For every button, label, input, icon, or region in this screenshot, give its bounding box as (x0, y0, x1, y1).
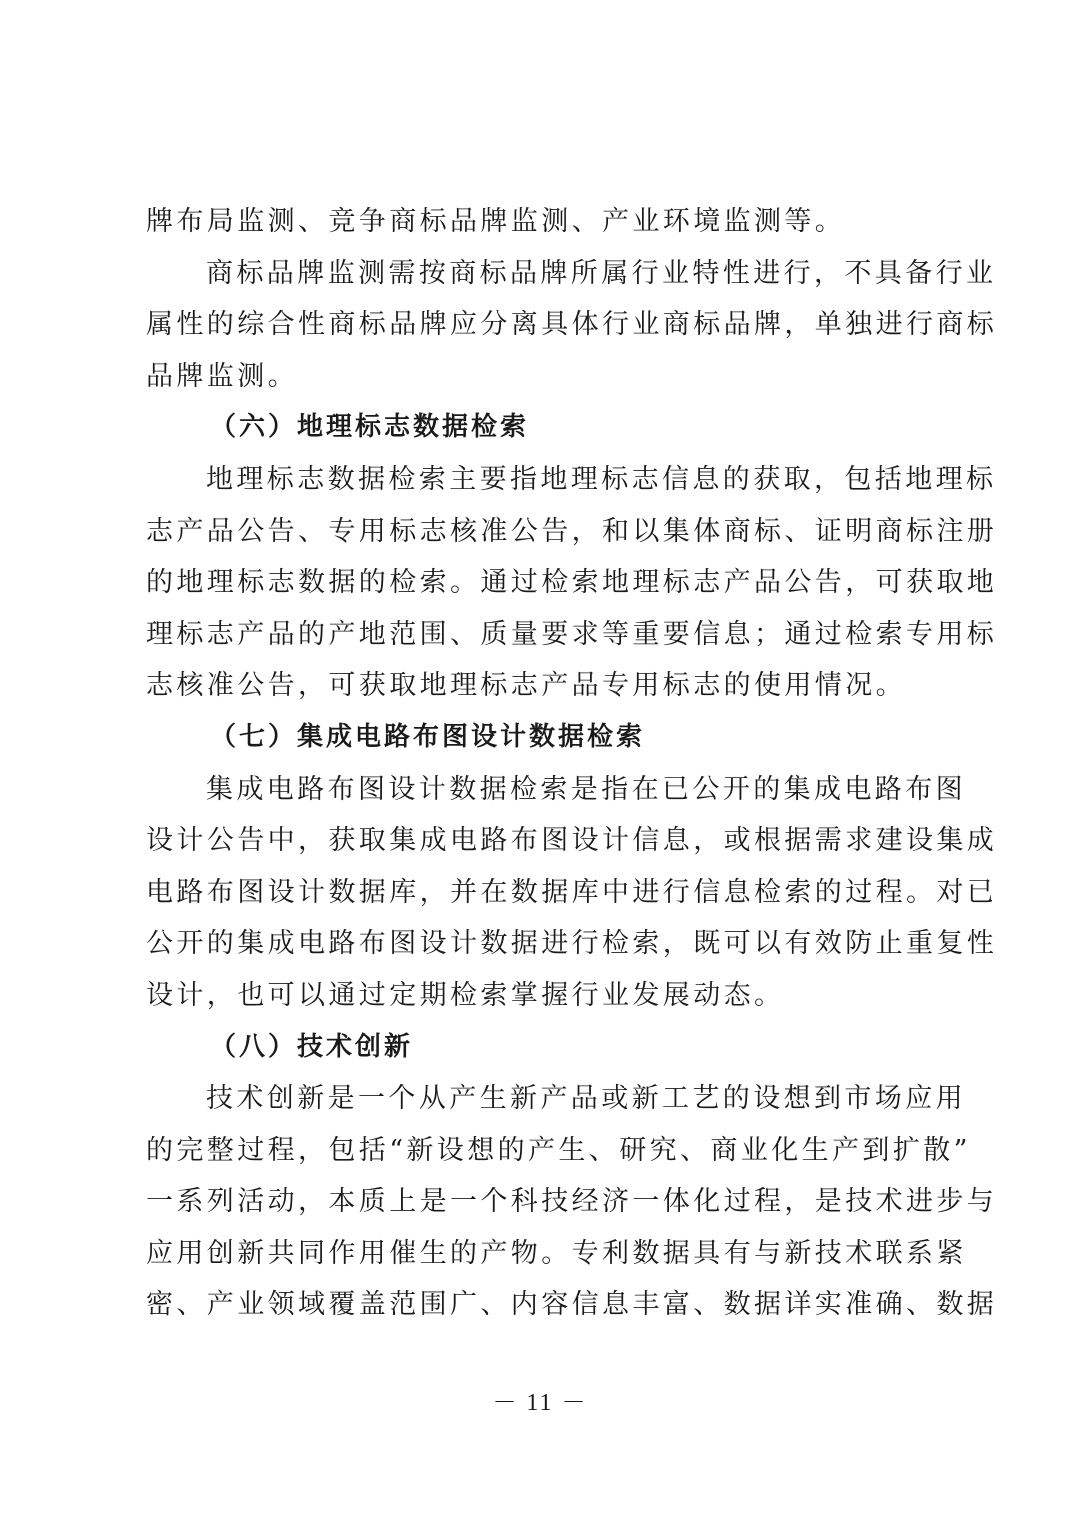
page-number: － 11 － (492, 1390, 588, 1416)
paragraph-line: 的地理标志数据的检索。通过检索地理标志产品公告，可获取地 (146, 567, 998, 599)
section-heading-6: （六）地理标志数据检索 (210, 412, 530, 443)
paragraph-line: 电路布图设计数据库，并在数据库中进行信息检索的过程。对已 (146, 876, 998, 908)
paragraph-line: 设计公告中，获取集成电路布图设计信息，或根据需求建设集成 (146, 825, 998, 857)
document-body (146, 196, 998, 1331)
paragraph-line: 的完整过程，包括“新设想的产生、研究、商业化生产到扩散” (146, 1134, 971, 1166)
paragraph-line: 设计，也可以通过定期检索掌握行业发展动态。 (146, 979, 785, 1011)
section-heading-8: （八）技术创新 (210, 1031, 414, 1062)
paragraph-line: 公开的集成电路布图设计数据进行检索，既可以有效防止重复性 (146, 928, 998, 960)
paragraph-line: 商标品牌监测需按商标品牌所属行业特性进行，不具备行业 (206, 257, 997, 289)
paragraph-line: 品牌监测。 (146, 360, 298, 392)
paragraph-line: 志产品公告、专用标志核准公告，和以集体商标、证明商标注册 (146, 515, 998, 547)
paragraph-line: 应用创新共同作用催生的产物。专利数据具有与新技术联系紧 (146, 1237, 967, 1269)
paragraph-line: 一系列活动，本质上是一个科技经济一体化过程，是技术进步与 (146, 1186, 998, 1218)
paragraph-line: 志核准公告，可获取地理标志产品专用标志的使用情况。 (146, 670, 906, 702)
paragraph-line: 属性的综合性商标品牌应分离具体行业商标品牌，单独进行商标 (146, 309, 998, 341)
paragraph-line: 牌布局监测、竞争商标品牌监测、产业环境监测等。 (146, 206, 846, 237)
paragraph-line: 理标志产品的产地范围、质量要求等重要信息；通过检索专用标 (146, 618, 998, 650)
paragraph-line: 技术创新是一个从产生新产品或新工艺的设想到市场应用 (206, 1083, 966, 1115)
paragraph-line: 地理标志数据检索主要指地理标志信息的获取，包括地理标 (206, 463, 997, 495)
section-heading-7: （七）集成电路布图设计数据检索 (210, 721, 646, 752)
paragraph-line: 集成电路布图设计数据检索是指在已公开的集成电路布图 (206, 773, 966, 805)
paragraph-line: 密、产业领域覆盖范围广、内容信息丰富、数据详实准确、数据 (146, 1289, 998, 1321)
